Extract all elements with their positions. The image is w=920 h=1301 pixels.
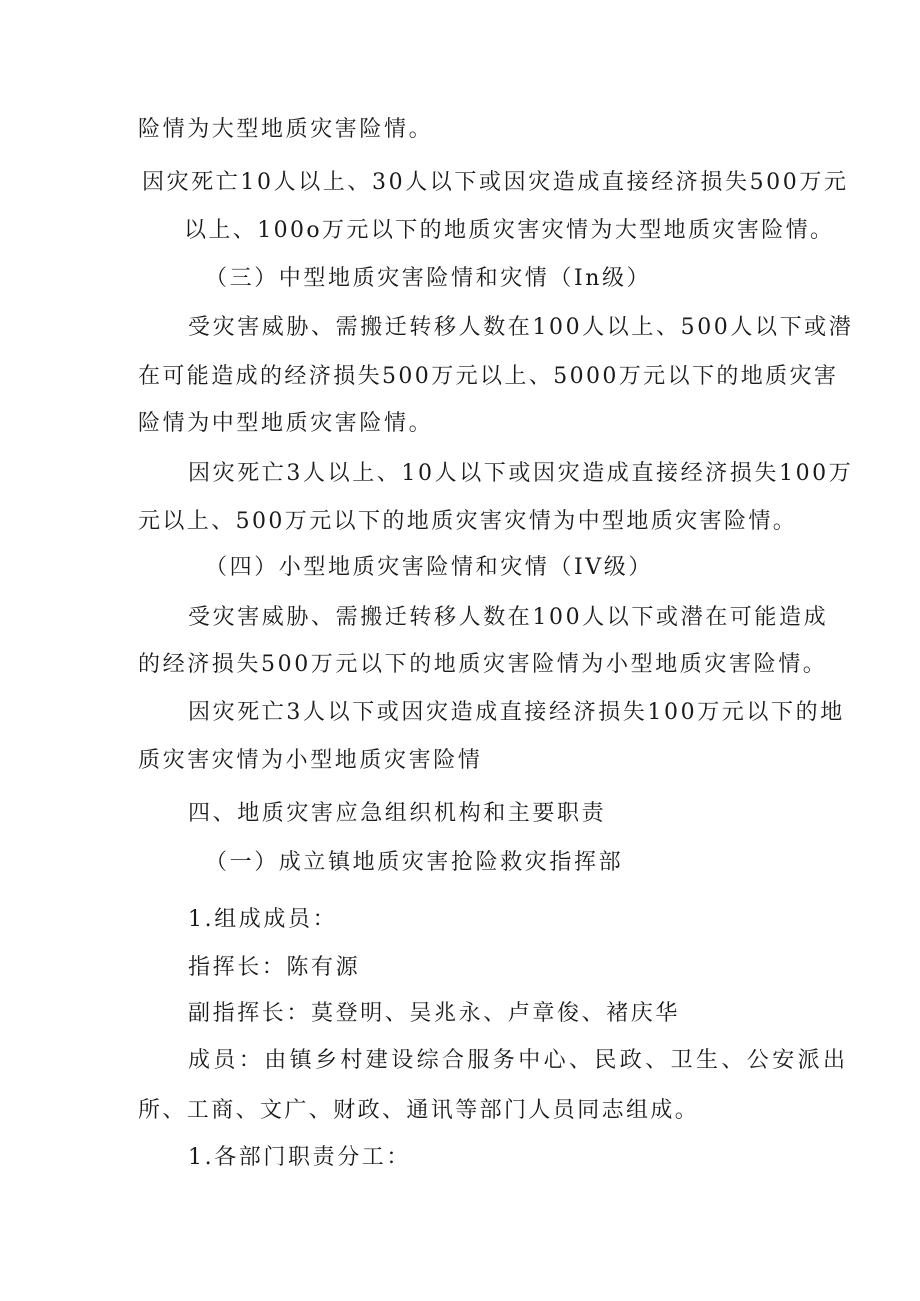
paragraph-line: 元以上、500万元以下的地质灾害灾情为中型地质灾害险情。 bbox=[138, 509, 798, 534]
paragraph-line: 在可能造成的经济损失500万元以上、5000万元以下的地质灾害 bbox=[138, 364, 839, 389]
paragraph-line: 险情为大型地质灾害险情。 bbox=[138, 117, 434, 142]
section-heading: （四）小型地质灾害险情和灾情（IV级） bbox=[205, 555, 653, 580]
paragraph-line: 险情为中型地质灾害险情。 bbox=[138, 411, 434, 436]
list-item: 1.组成成员： bbox=[188, 907, 338, 932]
paragraph-line: 因灾死亡10人以上、30人以下或因灾造成直接经济损失500万元 bbox=[142, 170, 849, 195]
paragraph-line: 所、工商、文广、财政、通讯等部门人员同志组成。 bbox=[138, 1098, 700, 1123]
subsection-heading: （一）成立镇地质灾害抢险救灾指挥部 bbox=[205, 850, 624, 875]
paragraph-line: 以上、100o万元以下的地质灾害灾情为大型地质灾害险情。 bbox=[184, 218, 835, 243]
list-item: 指挥长：陈有源 bbox=[188, 955, 361, 980]
section-heading: 四、地质灾害应急组织机构和主要职责 bbox=[188, 801, 607, 826]
paragraph-line: 受灾害威胁、需搬迁转移人数在100人以下或潜在可能造成 bbox=[188, 605, 829, 630]
paragraph-line: 质灾害灾情为小型地质灾害险情 bbox=[138, 748, 483, 773]
paragraph-line: 的经济损失500万元以下的地质灾害险情为小型地质灾害险情。 bbox=[138, 652, 828, 677]
list-item: 1.各部门职责分工： bbox=[188, 1145, 411, 1170]
list-item: 副指挥长：莫登明、吴兆永、卢章俊、褚庆华 bbox=[188, 1001, 681, 1026]
paragraph-line: 成员：由镇乡村建设综合服务中心、民政、卫生、公安派出 bbox=[188, 1048, 849, 1073]
paragraph-line: 受灾害威胁、需搬迁转移人数在100人以上、500人以下或潜 bbox=[188, 315, 854, 340]
section-heading: （三）中型地质灾害险情和灾情（In级） bbox=[205, 266, 652, 291]
paragraph-line: 因灾死亡3人以下或因灾造成直接经济损失100万元以下的地 bbox=[188, 700, 845, 725]
paragraph-line: 因灾死亡3人以上、10人以下或因灾造成直接经济损失100万 bbox=[188, 461, 854, 486]
